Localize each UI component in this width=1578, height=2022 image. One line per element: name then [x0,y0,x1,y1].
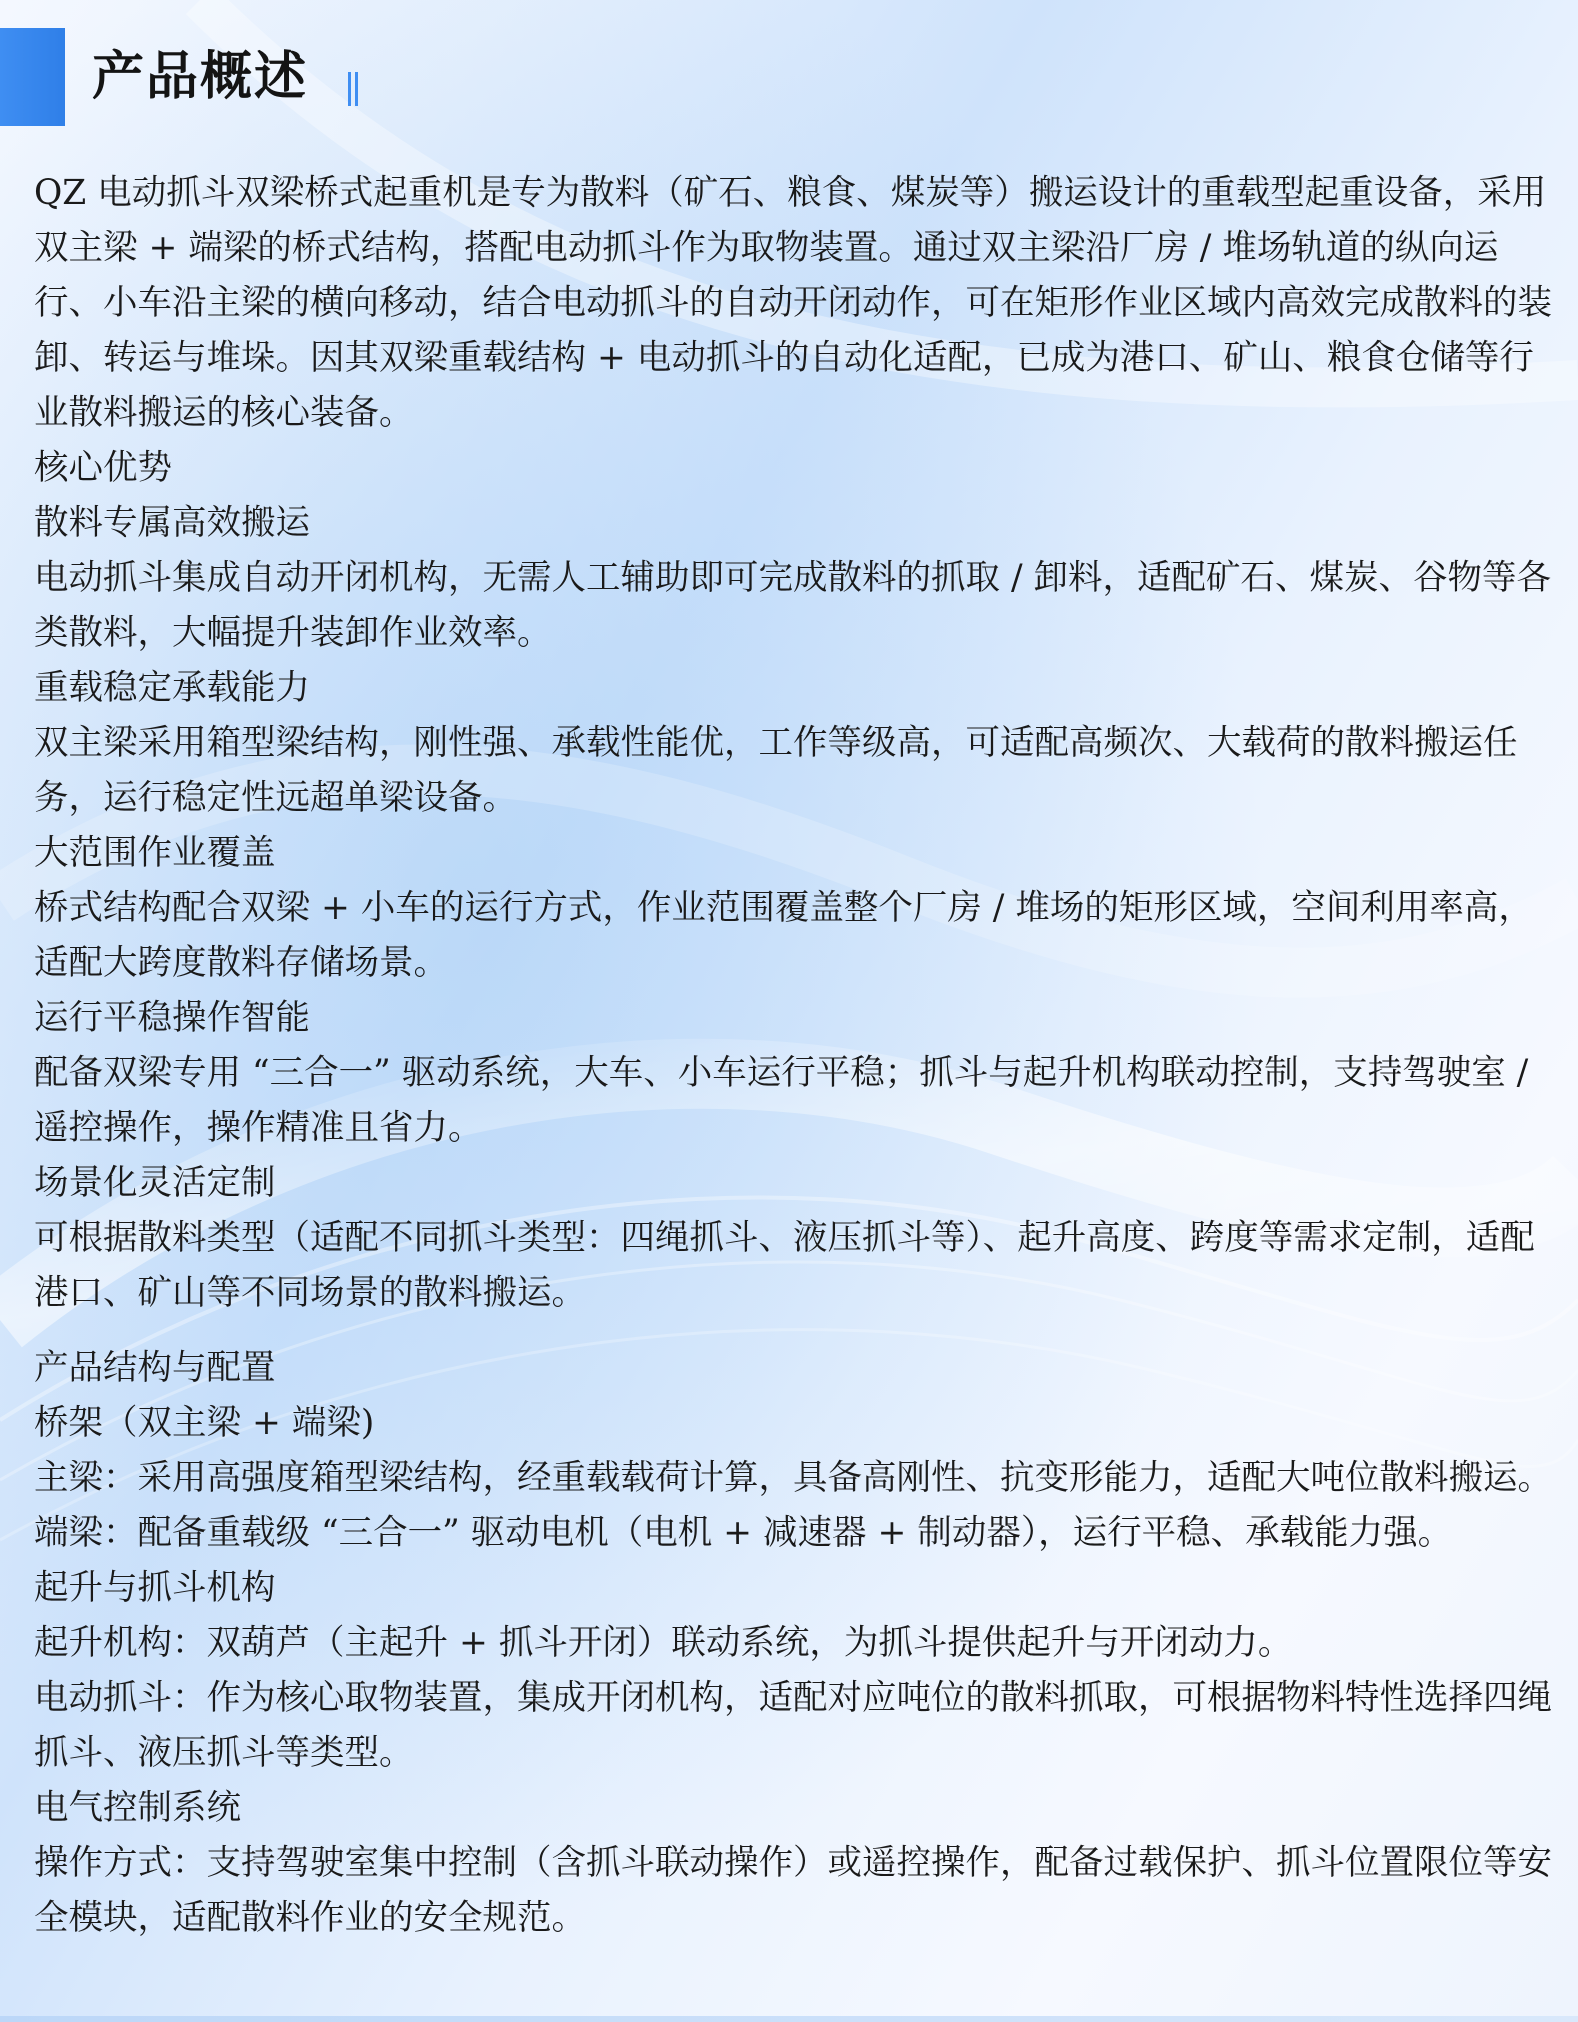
advantages-heading: 核心优势 [34,448,172,488]
header-accent-bar [0,28,65,126]
structure-group-title: 电气控制系统 [34,1788,241,1828]
advantage-text: 配备双梁专用 “三合一” 驱动系统，大车、小车运行平稳；抓斗与起升机构联动控制，支持驾驶室 / 遥控操作，操作精准且省力。 [34,1053,1529,1148]
title-divider-icon [348,72,362,106]
advantage-title: 重载稳定承载能力 [34,668,310,708]
intro-paragraph: QZ 电动抓斗双梁桥式起重机是专为散料（矿石、粮食、煤炭等）搬运设计的重载型起重设备，采用双主梁 + 端梁的桥式结构，搭配电动抓斗作为取物装置。通过双主梁沿厂房 / 堆场轨道的纵向运行、小车沿主梁的横向移动，结合电动抓斗的自动开闭动作，可在矩形作业区域内高效完成散料的装卸、转运与堆垛。因其双梁重载结构 + 电动抓斗的自动化适配，已成为港口、矿山、粮食仓储等行业散料搬运的核心装备。 [34,173,1552,433]
structure-line: 主梁：采用高强度箱型梁结构，经重载载荷计算，具备高刚性、抗变形能力，适配大吨位散料搬运。 [34,1458,1552,1498]
advantage-text: 可根据散料类型（适配不同抓斗类型：四绳抓斗、液压抓斗等）、起升高度、跨度等需求定制，适配港口、矿山等不同场景的散料搬运。 [34,1218,1535,1313]
advantage-title: 运行平稳操作智能 [34,998,310,1038]
structure-heading: 产品结构与配置 [34,1348,276,1388]
advantage-title: 大范围作业覆盖 [34,833,276,873]
section-gap [34,1321,1564,1341]
structure-group-title: 起升与抓斗机构 [34,1568,276,1608]
bottom-border [0,2016,1578,2022]
document-body [34,166,1564,1946]
advantage-text: 双主梁采用箱型梁结构，刚性强、承载性能优，工作等级高，可适配高频次、大载荷的散料搬运任务，运行稳定性远超单梁设备。 [34,723,1518,818]
advantage-text: 桥式结构配合双梁 + 小车的运行方式，作业范围覆盖整个厂房 / 堆场的矩形区域，空间利用率高，适配大跨度散料存储场景。 [34,888,1533,983]
structure-line: 起升机构：双葫芦（主起升 + 抓斗开闭）联动系统，为抓斗提供起升与开闭动力。 [34,1623,1293,1663]
structure-line: 操作方式：支持驾驶室集中控制（含抓斗联动操作）或遥控操作，配备过载保护、抓斗位置限位等安全模块，适配散料作业的安全规范。 [34,1843,1552,1938]
advantage-text: 电动抓斗集成自动开闭机构，无需人工辅助即可完成散料的抓取 / 卸料，适配矿石、煤炭、谷物等各类散料，大幅提升装卸作业效率。 [34,558,1552,653]
structure-group-title: 桥架（双主梁 + 端梁) [34,1403,375,1443]
page-title: 产品概述 [92,47,309,107]
structure-line: 电动抓斗：作为核心取物装置，集成开闭机构，适配对应吨位的散料抓取，可根据物料特性选择四绳抓斗、液压抓斗等类型。 [34,1678,1552,1773]
section-header [0,28,1578,126]
structure-line: 端梁：配备重载级 “三合一” 驱动电机（电机 + 减速器 + 制动器），运行平稳、承载能力强。 [34,1513,1453,1553]
advantage-title: 场景化灵活定制 [34,1163,276,1203]
advantage-title: 散料专属高效搬运 [34,503,310,543]
